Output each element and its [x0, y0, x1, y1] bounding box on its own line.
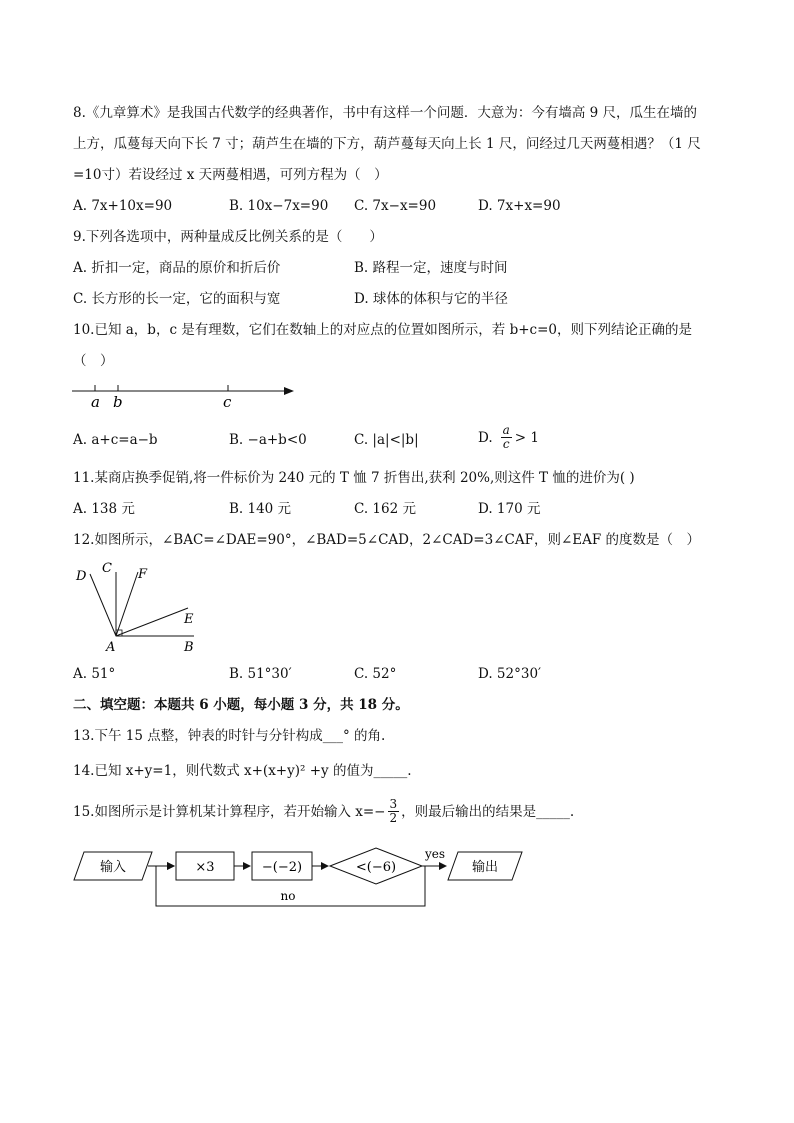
fraction-numerator: a [502, 423, 510, 437]
q12-option-b: B. 51°30′ [229, 666, 292, 682]
q8-option-c: C. 7x−x=90 [354, 198, 437, 214]
label-b: b [113, 393, 123, 411]
q8-line-2: 上方，瓜蔓每天向下长 7 寸；葫芦生在墙的下方，葫芦蔓每天向上长 1 尺，问经过几天两蔓相遇？（1 尺 [73, 136, 701, 152]
q15-stem [73, 798, 574, 825]
q8-option-a: A. 7x+10x=90 [73, 198, 173, 214]
ray-AD [90, 574, 116, 636]
label-D: D [76, 569, 87, 584]
label-C: C [102, 561, 112, 576]
angle-figure [70, 560, 205, 656]
label-A: A [106, 640, 116, 655]
input-label: 输入 [99, 860, 127, 875]
q11-option-a: A. 138 元 [73, 501, 135, 517]
q9-option-d: D. 球体的体积与它的半径 [354, 291, 508, 307]
q11-option-d: D. 170 元 [478, 501, 541, 517]
q12-option-a: A. 51° [73, 666, 116, 682]
q10-option-c: C. |a|<|b| [354, 432, 419, 448]
flowchart-figure [70, 842, 530, 912]
q9-stem: 9.下列各选项中，两种量成反比例关系的是（ ） [73, 229, 383, 245]
q12-option-d: D. 52°30′ [478, 666, 542, 682]
number-line-figure [70, 380, 302, 412]
q12-option-c: C. 52° [354, 666, 397, 682]
label-c: c [223, 393, 232, 411]
fraction-numerator: 3 [389, 797, 398, 811]
label-a: a [91, 393, 100, 411]
q10-option-d [478, 424, 539, 451]
output-label: 输出 [471, 860, 499, 875]
q9-option-c: C. 长方形的长一定，它的面积与宽 [73, 291, 281, 307]
q10-option-d-suffix: > 1 [514, 429, 539, 446]
q9-option-a: A. 折扣一定，商品的原价和折后价 [73, 260, 281, 276]
q13-stem: 13.下午 15 点整，钟表的时针与分针构成___° 的角. [73, 728, 386, 744]
yes-label: yes [425, 847, 446, 861]
q12-stem: 12.如图所示，∠BAC=∠DAE=90°，∠BAD=5∠CAD，2∠CAD=3∠CAF，则∠EAF 的度数是（ ） [73, 532, 701, 548]
q8-option-d: D. 7x+x=90 [478, 198, 561, 214]
q15-stem-after: ，则最后输出的结果是_____. [401, 803, 575, 820]
ray-AE [116, 608, 188, 636]
section-heading: 二、填空题：本题共 6 小题，每小题 3 分，共 18 分。 [73, 697, 409, 713]
q8-option-b: B. 10x−7x=90 [229, 198, 329, 214]
q15-fraction [388, 798, 400, 825]
fraction-denominator: c [502, 437, 510, 451]
ray-AF [116, 572, 138, 636]
q11-option-c: C. 162 元 [354, 501, 416, 517]
q8-line-1: 8.《九章算术》是我国古代数学的经典著作，书中有这样一个问题．大意为：今有墙高 9 尺，瓜生在墙的 [73, 105, 698, 121]
q10-option-d-fraction [501, 424, 512, 451]
q9-option-b: B. 路程一定，速度与时间 [354, 260, 508, 276]
q8-line-3: =10寸）若设经过 x 天两蔓相遇，可列方程为（ ） [73, 167, 388, 183]
q10-line-2: （ ） [73, 353, 114, 369]
fraction-denominator: 2 [389, 811, 398, 825]
q10-option-d-prefix: D. [478, 429, 493, 446]
label-E: E [184, 612, 194, 627]
step1-label: ×3 [195, 860, 215, 875]
q14-stem: 14.已知 x+y=1，则代数式 x+(x+y)² +y 的值为_____. [73, 763, 412, 779]
number-line-arrow [284, 387, 294, 395]
q10-option-a: A. a+c=a−b [73, 432, 158, 448]
label-B: B [184, 640, 194, 655]
q15-stem-before: 15.如图所示是计算机某计算程序，若开始输入 x=− [73, 803, 386, 820]
label-F: F [138, 567, 148, 582]
no-label: no [280, 889, 296, 903]
condition-label: <(−6) [355, 860, 397, 875]
q11-option-b: B. 140 元 [229, 501, 292, 517]
q11-stem: 11.某商店换季促销,将一件标价为 240 元的 T 恤 7 折售出,获利 20%,则这件 T 恤的进价为( ) [73, 470, 635, 486]
step2-label: −(−2) [261, 860, 303, 875]
q10-line-1: 10.已知 a，b，c 是有理数，它们在数轴上的对应点的位置如图所示，若 b+c=0，则下列结论正确的是 [73, 322, 693, 338]
q10-option-b: B. −a+b<0 [229, 432, 307, 448]
